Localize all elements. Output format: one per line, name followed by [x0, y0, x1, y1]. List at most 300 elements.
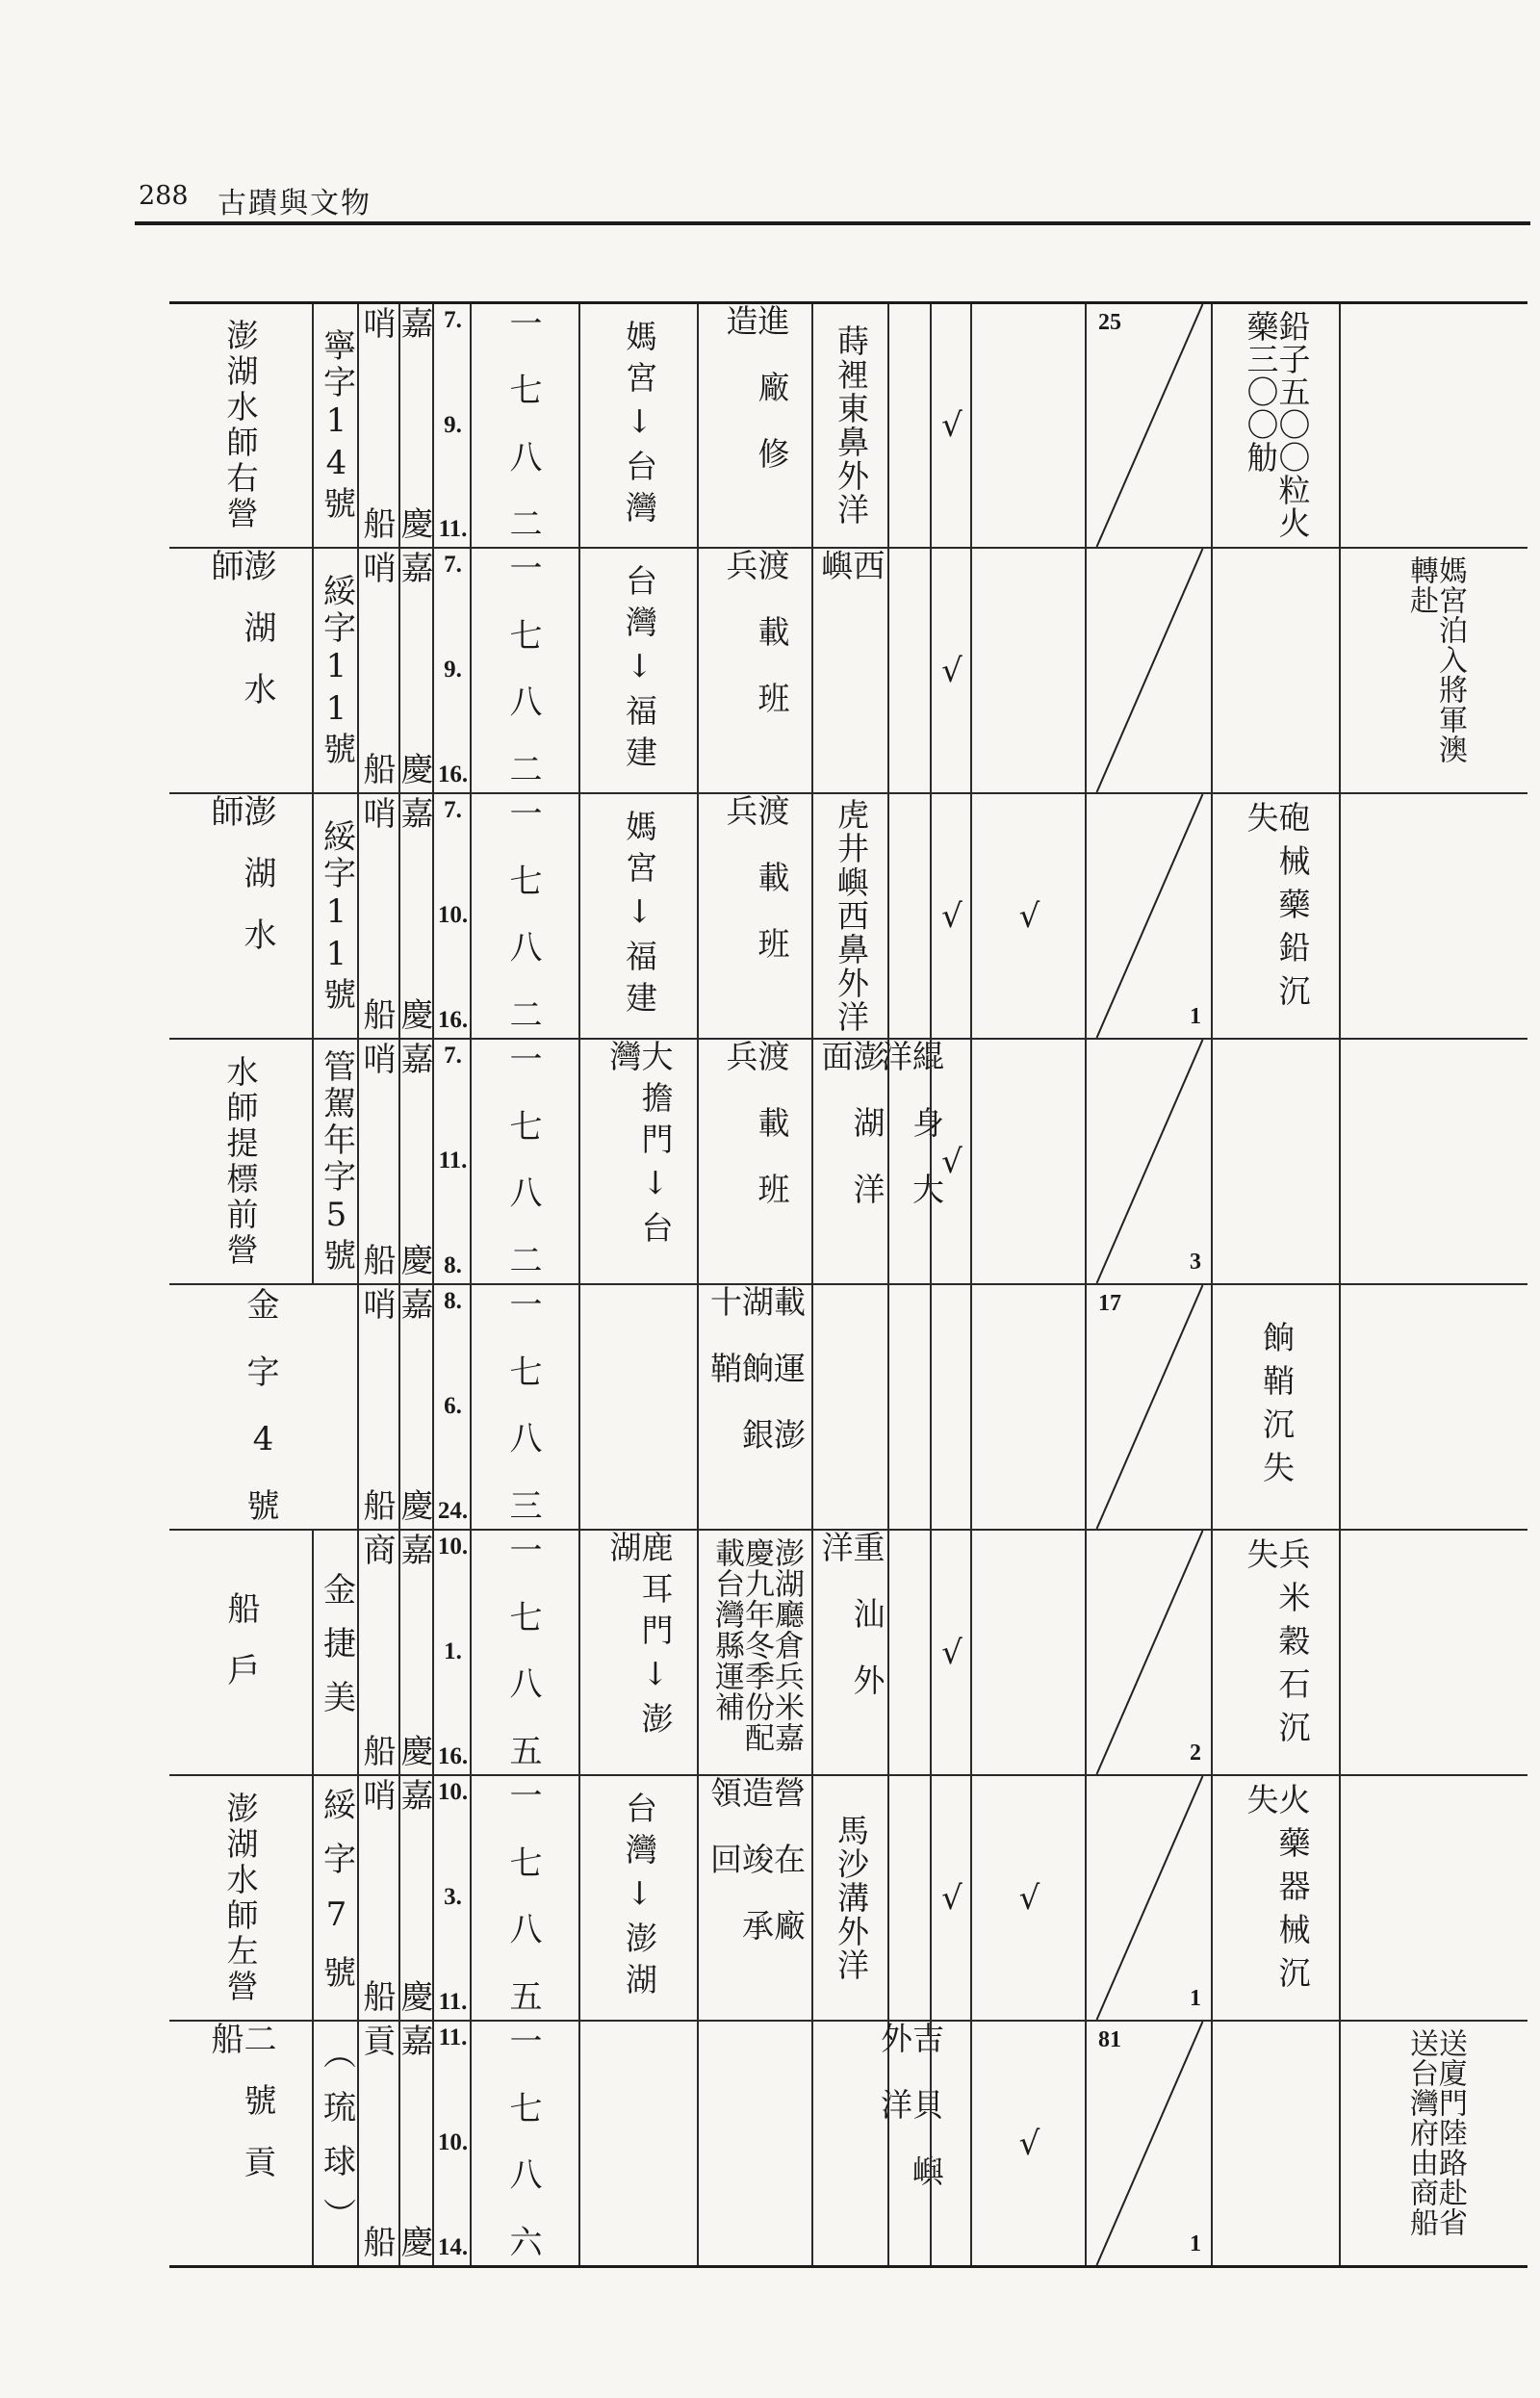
- vessel-unit-text: 澎湖水師: [205, 794, 276, 979]
- vessel-name-text: 綏字7號: [317, 1787, 356, 2009]
- date: [434, 304, 472, 547]
- route: [580, 304, 699, 547]
- vessel-type: [359, 2022, 400, 2265]
- date-char: 16.: [437, 1007, 469, 1033]
- date-char: 10.: [437, 2129, 469, 2155]
- route-text: 台灣↓澎湖: [621, 1792, 658, 2004]
- year: [472, 1285, 580, 1529]
- vessel-name-text: 管駕年字5號: [317, 1048, 356, 1275]
- date-char: 11.: [438, 1989, 468, 2015]
- year-char: 二: [509, 995, 543, 1035]
- cell-col-7: [578, 1776, 699, 2020]
- date-char: 11.: [438, 516, 468, 542]
- cell-col-9: [811, 1776, 889, 2020]
- vessel-unit: [169, 304, 312, 547]
- purpose: [699, 304, 813, 547]
- cell-col-3: [357, 1776, 400, 2020]
- year-char: 八: [509, 1665, 543, 1705]
- cell-col-10: [887, 1285, 932, 1529]
- cell-col-9: [811, 304, 889, 547]
- casualty-count-top: 25: [1098, 310, 1121, 335]
- cell-col-10: [887, 1776, 932, 2020]
- cell-col-7: [578, 2022, 699, 2265]
- cell-col-13: [1085, 549, 1213, 792]
- cell-col-13: [1085, 1531, 1213, 1774]
- year-char: 一: [509, 1286, 543, 1325]
- date-char: 8.: [444, 1288, 462, 1314]
- year-char: 七: [509, 862, 543, 901]
- vessel-type-char: 哨: [363, 795, 397, 834]
- diagonal-line: [1087, 1040, 1213, 1283]
- vessel-type-char: 船: [363, 1978, 397, 2017]
- cell-col-3: [357, 1531, 400, 1774]
- wreck-location-text: 西嶼: [816, 549, 886, 715]
- cell-col-6: [470, 1531, 580, 1774]
- cell-col-9: [811, 549, 889, 792]
- cell-col-7: [578, 794, 699, 1038]
- vessel-type-char: 船: [363, 751, 397, 789]
- vessel-type-char: 船: [363, 1242, 397, 1280]
- cell-col-4: [398, 1040, 434, 1283]
- cargo-loss: [1213, 794, 1341, 1038]
- date: [434, 1040, 472, 1283]
- cell-col-4: [398, 1776, 434, 2020]
- check-mark: √: [941, 1633, 962, 1672]
- cell-col-2: [312, 1531, 359, 1774]
- cell-col-10: [887, 1531, 932, 1774]
- reign-era-char: 嘉: [400, 550, 434, 588]
- cell-col-15: [1339, 1040, 1529, 1283]
- cargo-loss: [1213, 1531, 1341, 1774]
- year: [472, 1531, 580, 1774]
- cell-col-10: [876, 1040, 945, 1283]
- casualty-count-top: 81: [1098, 2027, 1121, 2052]
- cell-col-14: [1211, 1040, 1341, 1283]
- year-char: 一: [509, 1532, 543, 1570]
- route: [580, 794, 699, 1038]
- cell-col-11: [930, 304, 972, 547]
- cell-col-4: [398, 1531, 434, 1774]
- year-char: 八: [509, 929, 543, 968]
- cell-col-2: [312, 794, 359, 1038]
- cell-col-9: [811, 794, 889, 1038]
- year-char: 八: [509, 1420, 543, 1459]
- date: [434, 549, 472, 792]
- cell-col-14: [1211, 794, 1341, 1038]
- cell-col-14: [1211, 1531, 1341, 1774]
- year-char: 一: [509, 1777, 543, 1816]
- vessel-unit: [169, 549, 312, 792]
- diagonal-line: [1087, 794, 1213, 1038]
- cell-col-6: [470, 304, 580, 547]
- page-number: 288: [139, 181, 189, 211]
- cell-col-8: [697, 304, 813, 547]
- year-char: 二: [509, 1241, 543, 1280]
- cell-col-15: [1339, 2022, 1529, 2265]
- reign-era-char: 慶: [400, 1487, 434, 1526]
- cell-col-1: [169, 304, 312, 547]
- wreck-location-text: 馬沙溝外洋: [833, 1814, 870, 1982]
- reign-era-char: 慶: [400, 1733, 434, 1771]
- cell-col-13: [1085, 1040, 1213, 1283]
- purpose-text: 渡載班兵: [721, 1040, 791, 1239]
- year-char: 七: [509, 616, 543, 656]
- route: [580, 1040, 699, 1283]
- reign-era-char: 嘉: [400, 1532, 434, 1570]
- vessel-unit-text: 澎湖水師: [205, 549, 276, 734]
- date-char: 8.: [444, 1252, 462, 1278]
- cargo-loss: [1213, 304, 1341, 547]
- year-char: 一: [509, 795, 543, 834]
- date-char: 3.: [444, 1884, 462, 1910]
- date-char: 7.: [444, 1043, 462, 1069]
- remark-text: 送廈門陸路赴省送台灣府由商船: [1404, 2027, 1467, 2237]
- ledger-row: [169, 794, 1527, 1040]
- year: [472, 1040, 580, 1283]
- wreck-location: [813, 1776, 889, 2020]
- cargo-loss-text: 火藥器械沉失: [1242, 1782, 1312, 1999]
- cell-col-4: [398, 794, 434, 1038]
- remark-text: 媽宮泊入將軍澳轉赴: [1404, 554, 1467, 764]
- purpose: [699, 1285, 813, 1529]
- casualty-count-bottom: 1: [1190, 2231, 1201, 2256]
- date-char: 9.: [444, 657, 462, 683]
- sea-area: [876, 1040, 945, 1283]
- cell-col-2: [312, 2022, 359, 2265]
- cell-col-15: [1339, 1776, 1529, 2020]
- ledger-row: [169, 2022, 1527, 2265]
- page-header: [135, 179, 1530, 225]
- cell-col-12: [970, 549, 1087, 792]
- remark: [1341, 2022, 1529, 2265]
- cell-col-12: [970, 1531, 1087, 1774]
- cell-col-11: [930, 2022, 972, 2265]
- vessel-type: [359, 794, 400, 1038]
- reign-era-char: 慶: [400, 1242, 434, 1280]
- wreck-location-text: 虎井嶼西鼻外洋: [833, 798, 870, 1034]
- cell-col-10: [887, 794, 932, 1038]
- ledger-row: [169, 1285, 1527, 1531]
- route-text: 鹿耳門↓澎湖: [604, 1531, 675, 1743]
- cell-col-5: [432, 1040, 472, 1283]
- cell-col-4: [398, 2022, 434, 2265]
- vessel-name-char: 金: [246, 1286, 280, 1325]
- cell-col-1: [169, 794, 312, 1038]
- cell-col-6: [470, 794, 580, 1038]
- cell-col-6: [470, 2022, 580, 2265]
- cell-col-7: [578, 1040, 699, 1283]
- ledger-row: [169, 304, 1527, 549]
- diagonal-line: [1087, 2022, 1213, 2265]
- date-char: 7.: [444, 797, 462, 823]
- vessel-type: [359, 549, 400, 792]
- year-char: 七: [509, 1844, 543, 1883]
- date-char: 11.: [438, 1147, 468, 1173]
- reign-era: [400, 1531, 434, 1774]
- check-mark: √: [941, 651, 962, 690]
- cargo-loss-text: 砲械藥鉛沉失: [1242, 800, 1312, 1018]
- date-char: 24.: [437, 1498, 469, 1524]
- vessel-unit-text: 澎湖水師右營: [221, 319, 260, 532]
- cell-col-14: [1211, 2022, 1341, 2265]
- cell-col-7: [578, 304, 699, 547]
- date-char: 7.: [444, 307, 462, 333]
- cell-col-3: [357, 1285, 400, 1529]
- vessel-unit: [169, 2022, 312, 2265]
- vessel-type: [359, 1040, 400, 1283]
- cell-col-3: [357, 1040, 400, 1283]
- cell-col-12: [970, 2022, 1087, 2265]
- cargo-loss-text: 餉鞘沉失: [1258, 1320, 1296, 1494]
- vessel-type-char: 船: [363, 1487, 397, 1526]
- reign-era: [400, 1776, 434, 2020]
- cell-col-2: [312, 549, 359, 792]
- vessel-type-char: 哨: [363, 1777, 397, 1816]
- vessel-type-char: 哨: [363, 550, 397, 588]
- cell-col-14: [1211, 304, 1341, 547]
- vessel-name: [314, 1531, 359, 1774]
- date: [434, 1531, 472, 1774]
- casualty-count-bottom: 1: [1190, 1986, 1201, 2011]
- year-char: 七: [509, 1107, 543, 1147]
- cell-col-8: [697, 794, 813, 1038]
- wreck-location-text: 蒔裡東鼻外洋: [833, 324, 870, 527]
- year-char: 一: [509, 2023, 543, 2061]
- ledger-row: [169, 549, 1527, 794]
- cell-col-14: [1211, 1776, 1341, 2020]
- year-char: 二: [509, 504, 543, 544]
- reign-era: [400, 304, 434, 547]
- vessel-name-text: 寧字14號: [317, 328, 356, 523]
- reign-era-char: 嘉: [400, 2023, 434, 2061]
- cell-col-6: [470, 1040, 580, 1283]
- date-char: 10.: [437, 1779, 469, 1805]
- year: [472, 549, 580, 792]
- vessel-name-char: 字: [246, 1353, 280, 1392]
- cell-col-5: [432, 304, 472, 547]
- sea-area-text: 緄身大洋: [876, 1040, 945, 1239]
- route-text: 台灣↓福建: [621, 564, 658, 777]
- date-char: 11.: [438, 2024, 468, 2050]
- casualty-count-top: 17: [1098, 1291, 1121, 1316]
- cell-col-1: [169, 1285, 357, 1529]
- vessel-unit-text: 船戶: [221, 1590, 260, 1715]
- purpose: [699, 1776, 813, 2020]
- vessel-name-text: 綏字11號: [317, 818, 356, 1014]
- reign-era-char: 慶: [400, 2224, 434, 2262]
- cell-col-10: [887, 549, 932, 792]
- vessel-type-char: 哨: [363, 1041, 397, 1079]
- year-char: 七: [509, 372, 543, 411]
- date-char: 16.: [437, 1743, 469, 1769]
- diagonal-line: [1087, 1531, 1213, 1774]
- year-char: 八: [509, 438, 543, 477]
- date: [434, 1776, 472, 2020]
- vessel-name: [314, 1776, 359, 2020]
- cell-col-2: [312, 304, 359, 547]
- cell-col-13: [1085, 794, 1213, 1038]
- cell-col-8: [697, 1285, 813, 1529]
- purpose: [699, 1040, 813, 1283]
- year-char: 三: [509, 1486, 543, 1526]
- shipwreck-table: [169, 301, 1527, 2268]
- diagonal-line: [1087, 304, 1213, 547]
- cell-col-5: [432, 1776, 472, 2020]
- date-char: 14.: [437, 2234, 469, 2260]
- cell-col-11: [930, 794, 972, 1038]
- vessel-type-char: 船: [363, 505, 397, 544]
- year-char: 八: [509, 1174, 543, 1214]
- cell-col-1: [169, 2022, 312, 2265]
- vessel-type: [359, 1776, 400, 2020]
- vessel-unit: [169, 1531, 312, 1774]
- check-mark: √: [941, 896, 962, 936]
- date-char: 10.: [437, 902, 469, 928]
- date-char: 16.: [437, 761, 469, 787]
- date-char: 10.: [437, 1534, 469, 1560]
- reign-era-char: 嘉: [400, 1286, 434, 1325]
- vessel-name-char: 號: [246, 1486, 280, 1526]
- cell-col-10: [887, 304, 932, 547]
- route: [580, 1531, 699, 1774]
- cell-col-12: [970, 304, 1087, 547]
- vessel-unit-text: 澎湖水師左營: [221, 1791, 260, 2005]
- vessel-type-char: 船: [363, 996, 397, 1035]
- cell-col-6: [470, 1285, 580, 1529]
- check-mark: √: [1018, 1878, 1040, 1918]
- cell-col-12: [970, 794, 1087, 1038]
- year-char: 七: [509, 1598, 543, 1637]
- cell-col-8: [697, 549, 813, 792]
- wreck-location-text: 重汕外洋: [816, 1531, 886, 1730]
- cargo-loss-text: 兵米穀石沉失: [1242, 1536, 1312, 1754]
- year-char: 八: [509, 2156, 543, 2196]
- sea-area-text: 吉貝嶼外洋: [876, 2022, 945, 2221]
- year: [472, 2022, 580, 2265]
- reign-era: [400, 794, 434, 1038]
- vessel-name-char: 4: [252, 1420, 274, 1459]
- cell-col-5: [432, 794, 472, 1038]
- year-char: 一: [509, 1041, 543, 1079]
- year-char: 一: [509, 305, 543, 344]
- wreck-location: [813, 794, 889, 1038]
- cell-col-14: [1211, 1285, 1341, 1529]
- casualty-count-bottom: 3: [1190, 1250, 1201, 1275]
- purpose: [699, 1531, 813, 1774]
- cell-col-6: [470, 1776, 580, 2020]
- cell-col-15: [1339, 1531, 1529, 1774]
- check-mark: √: [941, 1142, 962, 1181]
- cell-col-1: [169, 1040, 312, 1283]
- cell-col-2: [312, 1776, 359, 2020]
- vessel-type: [359, 1285, 400, 1529]
- year-char: 一: [509, 550, 543, 588]
- purpose-text: 渡載班兵: [721, 794, 791, 993]
- cell-col-12: [970, 1040, 1087, 1283]
- cell-col-11: [930, 1776, 972, 2020]
- casualty-count-bottom: 1: [1190, 1004, 1201, 1029]
- purpose-text: 澎湖廳倉兵米嘉慶九年冬季份配載台灣縣運補: [709, 1536, 804, 1753]
- vessel-type-char: 船: [363, 2224, 397, 2262]
- vessel-name: [314, 304, 359, 547]
- reign-era-char: 嘉: [400, 305, 434, 344]
- cell-col-3: [357, 2022, 400, 2265]
- route: [580, 549, 699, 792]
- purpose: [699, 549, 813, 792]
- cell-col-11: [930, 1285, 972, 1529]
- vessel-name-text: 綏字11號: [317, 573, 356, 768]
- cell-col-5: [432, 549, 472, 792]
- vessel-type: [359, 1531, 400, 1774]
- cell-col-13: [1085, 1776, 1213, 2020]
- reign-era-char: 嘉: [400, 1777, 434, 1816]
- vessel-type-char: 哨: [363, 305, 397, 344]
- vessel-unit-text: 二號貢船: [205, 2022, 276, 2206]
- wreck-location: [813, 1531, 889, 1774]
- route: [580, 1776, 699, 2020]
- date-char: 6.: [444, 1393, 462, 1419]
- purpose-text: 渡載班兵: [721, 549, 791, 748]
- cell-col-11: [930, 1040, 972, 1283]
- purpose-text: 進廠修造: [721, 304, 791, 503]
- cell-col-1: [169, 549, 312, 792]
- cell-col-8: [697, 1040, 813, 1283]
- year-char: 六: [509, 2223, 543, 2262]
- cell-col-5: [432, 2022, 472, 2265]
- cell-col-11: [930, 549, 972, 792]
- cell-col-9: [811, 1285, 889, 1529]
- cell-col-10: [876, 2022, 945, 2265]
- cell-col-9: [811, 1531, 889, 1774]
- vessel-name: [314, 1040, 359, 1283]
- date: [434, 794, 472, 1038]
- vessel-unit: [169, 794, 312, 1038]
- year: [472, 1776, 580, 2020]
- reign-era-char: 慶: [400, 505, 434, 544]
- wreck-location: [813, 549, 889, 792]
- ledger-row: [169, 1776, 1527, 2022]
- cell-col-2: [312, 1040, 359, 1283]
- cell-col-5: [432, 1285, 472, 1529]
- year-char: 五: [509, 1732, 543, 1771]
- year: [472, 794, 580, 1038]
- cell-col-12: [970, 1285, 1087, 1529]
- cell-col-15: [1339, 549, 1529, 792]
- cell-col-13: [1085, 1285, 1213, 1529]
- casualty-count-bottom: 2: [1190, 1740, 1201, 1766]
- purpose-text: 載運澎湖餉銀十鞘: [706, 1285, 807, 1484]
- diagonal-line: [1087, 1776, 1213, 2020]
- date: [434, 1285, 472, 1529]
- reign-era-char: 慶: [400, 751, 434, 789]
- vessel-name-text: 金捷美: [317, 1571, 356, 1734]
- diagonal-line: [1087, 1285, 1213, 1529]
- cell-col-15: [1339, 304, 1529, 547]
- cell-col-7: [578, 1531, 699, 1774]
- cell-col-4: [398, 549, 434, 792]
- year-char: 八: [509, 1911, 543, 1950]
- cargo-loss: [1213, 1776, 1341, 2020]
- cargo-loss: [1213, 1285, 1341, 1529]
- year-char: 二: [509, 750, 543, 789]
- cell-col-14: [1211, 549, 1341, 792]
- vessel-type-char: 哨: [363, 1286, 397, 1325]
- cell-col-4: [398, 304, 434, 547]
- route-text: 媽宮↓福建: [621, 810, 658, 1022]
- date-char: 7.: [444, 552, 462, 578]
- cell-col-15: [1339, 794, 1529, 1038]
- check-mark: √: [941, 1878, 962, 1918]
